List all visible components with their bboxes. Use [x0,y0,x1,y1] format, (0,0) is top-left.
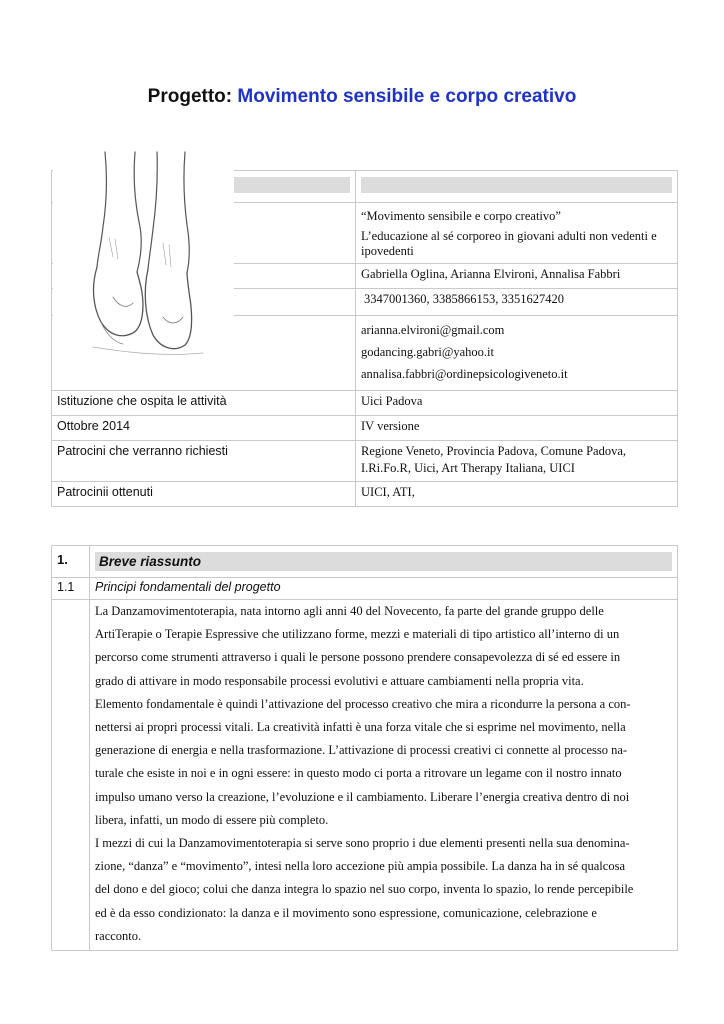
subsection-number: 1.1 [52,578,90,600]
info-row-patronage-obtained [52,482,678,507]
body-row [52,600,678,951]
row-value-line: I.Ri.Fo.R, Uici, Art Therapy Italiana, UICI [361,461,575,475]
project-subtitle-value: L’educazione al sé corporeo in giovani adulti non vedenti e ipovedenti [361,229,657,258]
title-prefix: Progetto: [147,86,233,107]
body-line: Elemento fondamentale è quindi l’attivazione del processo creativo che mira a ricondurre la persona a con- [95,696,631,711]
body-line: I mezzi di cui la Danzamovimentoterapia si serve sono proprio i due elementi presenti nella sua denomina- [95,836,630,851]
body-line: racconto. [95,928,142,943]
section-title: Breve riassunto [95,552,672,571]
row-value-line: Regione Veneto, Provincia Padova, Comune Padova, [361,444,627,458]
body-line: libera, infatti, un modo di essere più completo. [95,812,329,827]
email-link[interactable]: arianna.elvironi@gmail.com [361,323,505,337]
body-line: generazione di energia e nella trasformazione. L’attivazione di processi creativi ci connette al processo na- [95,743,628,758]
section-number: 1. [52,546,90,578]
body-line: turale che esiste in noi e in ogni essere: in questo modo ci porta a ritrovare un legame con il nostro innato [95,766,622,781]
authors-value: Gabriella Oglina, Arianna Elvironi, Annalisa Fabbri [356,264,678,289]
feet-sketch-image [53,147,234,364]
body-line: zione, “danza” e “movimento”, intesi nella loro accezione più ampia possibile. La danza ha in sé qualcosa [95,859,625,874]
row-value: IV versione [356,416,678,441]
body-line: nettersi ai propri processi vitali. La creatività infatti è una forza vitale che si esprime nel movimento, nella [95,720,626,735]
phones-value: 3347001360, 3385866153, 3351627420 [364,292,564,306]
subsection-title: Principi fondamentali del progetto [90,578,678,600]
row-label: Patrocinii ottenuti [52,482,356,507]
project-name: Movimento sensibile e corpo creativo [237,86,577,107]
body-line: ed è da esso condizionato: la danza e il movimento sono espressione, comunicazione, celebrazione e [95,905,597,920]
summary-table [51,545,678,951]
body-line: impulso umano verso la creazione, l’evoluzione e il cambiamento. Liberare l’energia creativa dentro di noi [95,789,630,804]
body-line: percorso come strumenti attraverso i quali le persone possono prendere consapevolezza di sé ed essere in [95,650,621,665]
info-row-patronage-requested [52,441,678,482]
info-row-institution [52,391,678,416]
body-line: del dono e del gioco; colui che danza integra lo spazio nel suo corpo, inventa lo spazio, lo rende percepibile [95,882,634,897]
row-label: Istituzione che ospita le attività [52,391,356,416]
row-label: Patrocini che verranno richiesti [52,441,356,482]
summary-body [90,600,678,951]
page-title [0,86,724,108]
body-line: grado di attivare in modo responsabile processi evolutivi e attuare cambiamenti nella propria vita. [95,673,584,688]
project-title-value: “Movimento sensibile e corpo creativo” [361,209,561,223]
row-value: Uici Padova [356,391,678,416]
subsection-row [52,578,678,600]
info-row-date [52,416,678,441]
header-bar [361,177,672,193]
email-link[interactable]: annalisa.fabbri@ordinepsicologiveneto.it [361,367,568,381]
body-line: La Danzamovimentoterapia, nata intorno agli anni 40 del Novecento, fa parte del grande gruppo delle [95,604,604,618]
row-value: UICI, ATI, [356,482,678,507]
email-link[interactable]: godancing.gabri@yahoo.it [361,345,495,359]
row-label: Ottobre 2014 [52,416,356,441]
body-line: ArtiTerapie o Terapie Espressive che utilizzano forme, mezzi e materiali di tipo artistico all’interno di un [95,627,620,642]
section-row [52,546,678,578]
